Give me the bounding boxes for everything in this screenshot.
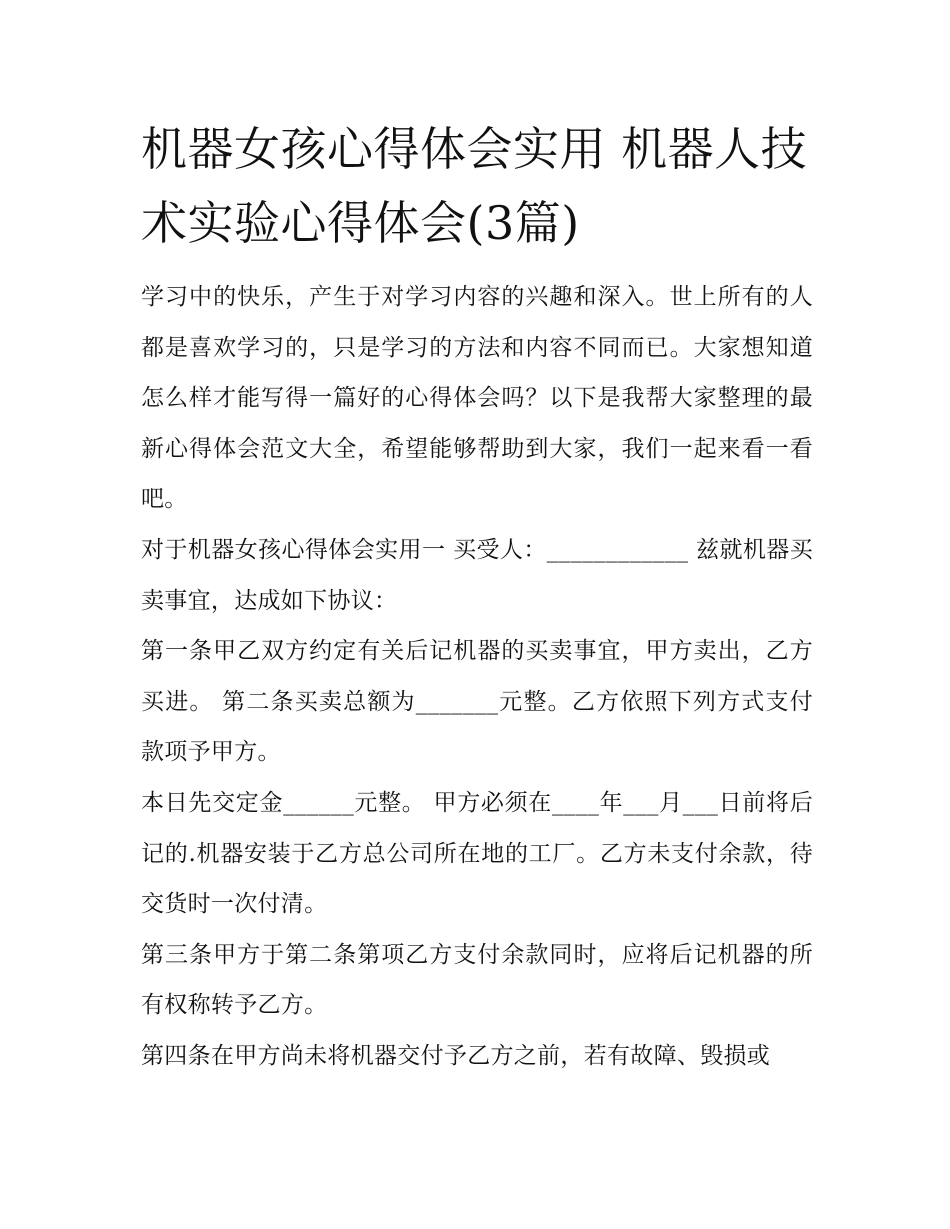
paragraph-article-4: 第四条在甲方尚未将机器交付予乙方之前，若有故障、毁损或 [141,1042,771,1069]
document-page [141,112,813,1082]
paragraph-intro: 学习中的快乐，产生于对学习内容的兴趣和深入。世上所有的人都是喜欢学习的，只是学习的方法和内容不同而已。大家想知道怎么样才能写得一篇好的心得体会吗？以下是我帮大家整理的最新心得体会范文大全，希望能够帮助到大家，我们一起来看一看吧。 [141,284,813,513]
document-title: 机器女孩心得体会实用 机器人技术实验心得体会(3篇) [141,122,808,250]
paragraph-article-1-2: 第一条甲乙双方约定有关后记机器的买卖事宜，甲方卖出，乙方买进。 第二条买卖总额为_______元整。乙方依照下列方式支付款项予甲方。 [141,638,813,766]
paragraph-buyer: 对于机器女孩心得体会实用一 买受人：____________ 兹就机器买卖事宜，达成如下协议： [141,536,813,614]
paragraph-deposit: 本日先交定金______元整。 甲方必须在____年___月___日前将后记的.机器安装于乙方总公司所在地的工厂。乙方未支付余款，待交货时一次付清。 [141,789,813,918]
paragraph-article-3: 第三条甲方于第二条第项乙方支付余款同时，应将后记机器的所有权称转予乙方。 [141,941,813,1019]
